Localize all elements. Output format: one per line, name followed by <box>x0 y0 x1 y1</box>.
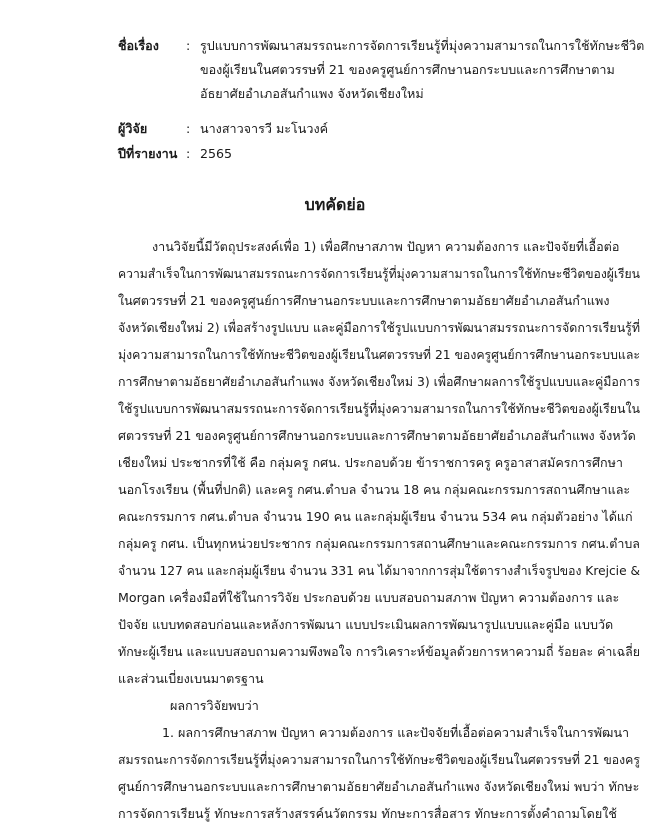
abstract-line: จังหวัดเชียงใหม่ 2) เพื่อสร้างรูปแบบ และคู่มือการใช้รูปแบบการพัฒนาสมรรถนะการจัดการเรียนรู้ที่ <box>118 320 641 335</box>
abstract-line: ความสำเร็จในการพัฒนาสมรรถนะการจัดการเรียนรู้ที่มุ่งความสามารถในการใช้ทักษะชีวิตของผู้เรียน <box>118 266 640 281</box>
author-label: ผู้วิจัย <box>118 121 148 136</box>
abstract-line: ศูนย์การศึกษานอกระบบและการศึกษาตามอัธยาศัยอำเภอสันกำแพง จังหวัดเชียงใหม่ พบว่า ทักษะ <box>118 779 640 794</box>
abstract-line: ในศตวรรษที่ 21 ของครูศูนย์การศึกษานอกระบบและการศึกษาตามอัธยาศัยอำเภอสันกำแพง <box>118 293 610 308</box>
title-label: ชื่อเรื่อง <box>118 38 159 53</box>
results-subheading: ผลการวิจัยพบว่า <box>170 698 259 713</box>
abstract-line: จำนวน 127 คน และกลุ่มผู้เรียน จำนวน 331 คน ได้มาจากการสุ่มใช้ตารางสำเร็จรูปของ Krejcie & <box>118 563 640 578</box>
year-row <box>118 142 638 166</box>
title-line: ของผู้เรียนในศตวรรษที่ 21 ของครูศูนย์การศึกษานอกระบบและการศึกษาตาม <box>200 62 615 77</box>
title-value <box>200 34 645 106</box>
abstract-line: เชียงใหม่ ประชากรที่ใช้ คือ กลุ่มครู กศน. ประกอบด้วย ข้าราชการครู ครูอาสาสมัครการศึกษา <box>118 455 623 470</box>
title-colon: : <box>186 38 191 53</box>
year-text: 2565 <box>200 146 233 161</box>
abstract-line: ใช้รูปแบบการพัฒนาสมรรถนะการจัดการเรียนรู้ที่มุ่งความสามารถในการใช้ทักษะชีวิตของผู้เรียนใน <box>118 401 641 416</box>
author-row <box>118 117 638 141</box>
year-value <box>200 142 640 166</box>
abstract-line: และส่วนเบี่ยงเบนมาตรฐาน <box>118 671 264 686</box>
abstract-line: ทักษะผู้เรียน และแบบสอบถามความพึงพอใจ การวิเคราะห์ข้อมูลด้วยการหาความถี่ ร้อยละ ค่าเฉลี่ย <box>118 644 641 659</box>
title-line: อัธยาศัยอำเภอสันกำแพง จังหวัดเชียงใหม่ <box>200 86 424 101</box>
abstract-heading: บทคัดย่อ <box>304 195 366 214</box>
year-colon: : <box>186 146 191 161</box>
abstract-line: นอกโรงเรียน (พื้นที่ปกติ) และครู กศน.ตำบล จำนวน 18 คน กลุ่มคณะกรรมการสถานศึกษาและ <box>118 482 631 497</box>
abstract-line: มุ่งความสามารถในการใช้ทักษะชีวิตของผู้เรียนในศตวรรษที่ 21 ของครูศูนย์การศึกษานอกระบบและ <box>118 347 641 362</box>
abstract-line: ปัจจัย แบบทดสอบก่อนและหลังการพัฒนา แบบประเมินผลการพัฒนารูปแบบและคู่มือ แบบวัด <box>118 617 614 632</box>
title-line: รูปแบบการพัฒนาสมรรถนะการจัดการเรียนรู้ที่มุ่งความสามารถในการใช้ทักษะชีวิต <box>200 38 645 53</box>
year-label: ปีที่รายงาน <box>118 146 178 161</box>
author-value <box>200 117 640 141</box>
abstract-line: การจัดการเรียนรู้ ทักษะการสร้างสรรค์นวัตกรรม ทักษะการสื่อสาร ทักษะการตั้งคำถามโดยใช้ <box>118 806 617 821</box>
abstract-line: กลุ่มครู กศน. เป็นทุกหน่วยประชากร กลุ่มคณะกรรมการสถานศึกษาและคณะกรรมการ กศน.ตำบล <box>118 536 640 551</box>
abstract-line: ศตวรรษที่ 21 ของครูศูนย์การศึกษานอกระบบและการศึกษาตามอัธยาศัยอำเภอสันกำแพง จังหวัด <box>118 428 636 443</box>
abstract-line: 1. ผลการศึกษาสภาพ ปัญหา ความต้องการ และปัจจัยที่เอื้อต่อความสำเร็จในการพัฒนา <box>162 725 630 740</box>
author-name: นางสาวจารวี มะโนวงค์ <box>200 121 329 136</box>
abstract-line: Morgan เครื่องมือที่ใช้ในการวิจัย ประกอบด้วย แบบสอบถามสภาพ ปัญหา ความต้องการ และ <box>118 590 620 605</box>
abstract-line: สมรรถนะการจัดการเรียนรู้ที่มุ่งความสามารถในการใช้ทักษะชีวิตของผู้เรียนในศตวรรษที่ 21 ของครู <box>118 752 640 767</box>
abstract-line: คณะกรรมการ กศน.ตำบล จำนวน 190 คน และกลุ่มผู้เรียน จำนวน 534 คน กลุ่มตัวอย่าง ได้แก่ <box>118 509 633 524</box>
author-colon: : <box>186 121 191 136</box>
abstract-line: งานวิจัยนี้มีวัตถุประสงค์เพื่อ 1) เพื่อศึกษาสภาพ ปัญหา ความต้องการ และปัจจัยที่เอื้อต่อ <box>152 239 620 254</box>
abstract-line: การศึกษาตามอัธยาศัยอำเภอสันกำแพง จังหวัดเชียงใหม่ 3) เพื่อศึกษาผลการใช้รูปแบบและคู่มือการ <box>118 374 641 389</box>
title-row <box>118 34 645 106</box>
